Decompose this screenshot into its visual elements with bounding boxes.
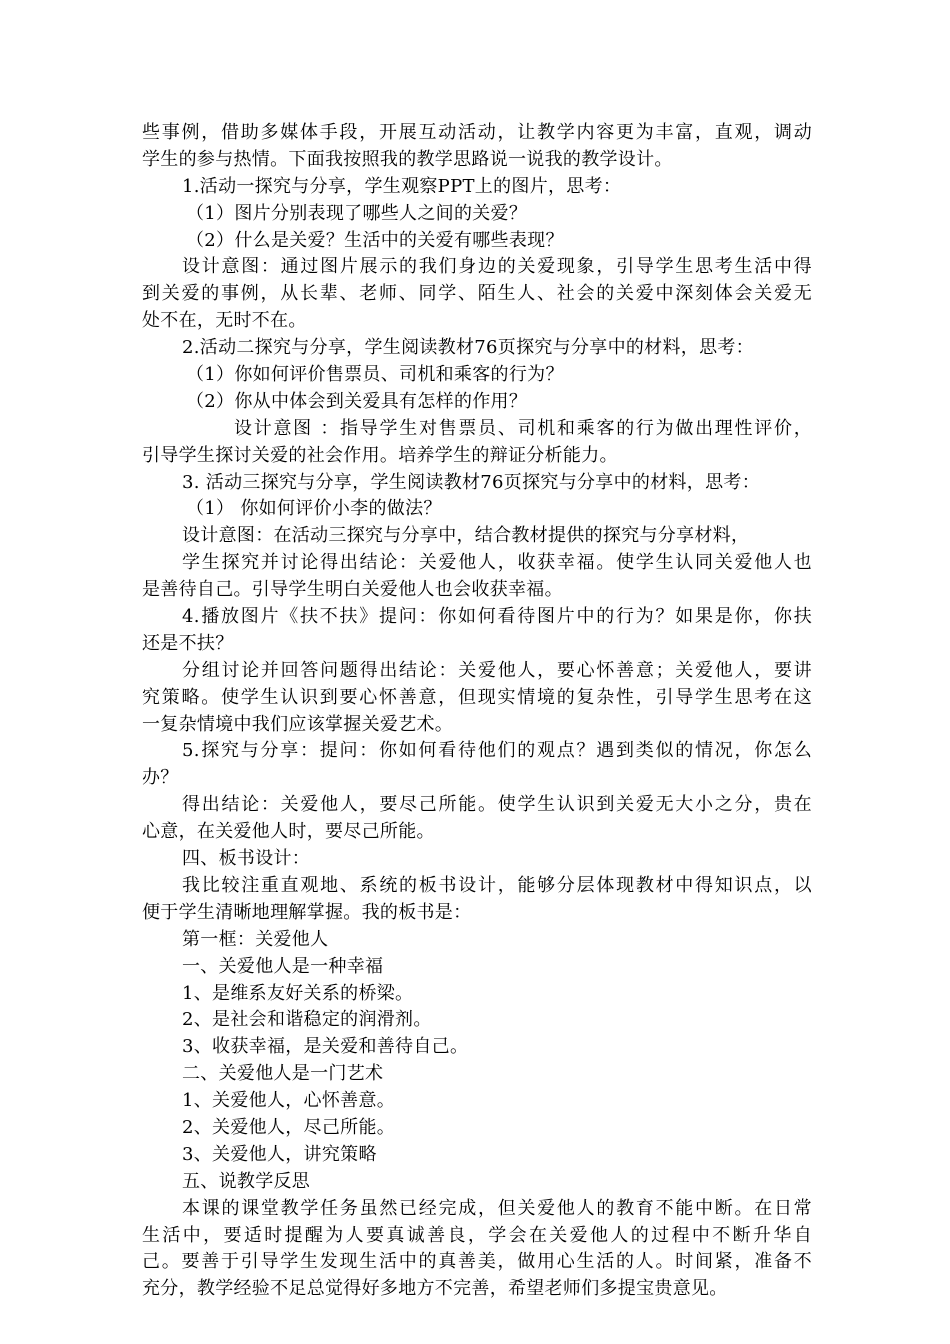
text-line: 是善待自己。引导学生明白关爱他人也会收获幸福。: [142, 579, 563, 601]
text-line: 我比较注重直观地、系统的板书设计，能够分层体现教材中得知识点，以: [182, 874, 812, 896]
text-line: （1） 你如何评价小李的做法？: [186, 498, 442, 520]
text-line: （2）你从中体会到关爱具有怎样的作用？: [186, 390, 528, 412]
board-item: 2、是社会和谐稳定的润滑剂。: [182, 1009, 432, 1031]
board-item: 3、关爱他人，讲究策略: [182, 1143, 377, 1165]
text-line: 学生的参与热情。下面我按照我的教学思路说一说我的教学设计。: [142, 148, 673, 170]
text-line: 生活中，要适时提醒为人要真诚善良，学会在关爱他人的过程中不断升华自: [142, 1224, 812, 1246]
text-line: 本课的课堂教学任务虽然已经完成，但关爱他人的教育不能中断。在日常: [182, 1197, 812, 1219]
board-item: 2、关爱他人，尽己所能。: [182, 1116, 396, 1138]
text-line: 3. 活动三探究与分享，学生阅读教材76页探究与分享中的材料，思考：: [182, 471, 760, 493]
text-line: 一复杂情境中我们应该掌握关爱艺术。: [142, 713, 454, 735]
board-item: 3、收获幸福，是关爱和善待自己。: [182, 1036, 469, 1058]
board-title: 第一框：关爱他人: [182, 928, 329, 950]
text-line: 引导学生探讨关爱的社会作用。培养学生的辩证分析能力。: [142, 444, 618, 466]
section-heading: 五、说教学反思: [182, 1170, 311, 1192]
text-line: 办？: [142, 767, 179, 789]
text-line: （1）图片分别表现了哪些人之间的关爱？: [186, 202, 528, 224]
text-line: 己。要善于引导学生发现生活中的真善美，做用心生活的人。时间紧，准备不: [142, 1251, 812, 1273]
text-line: 处不在，无时不在。: [142, 310, 307, 332]
text-line: 设计意图：通过图片展示的我们身边的关爱现象，引导学生思考生活中得: [182, 256, 812, 278]
text-line: 设计意图：在活动三探究与分享中，结合教材提供的探究与分享材料，: [182, 525, 750, 547]
text-line: 学生探究并讨论得出结论：关爱他人，收获幸福。使学生认同关爱他人也: [182, 552, 812, 574]
text-line: 1.活动一探究与分享，学生观察PPT上的图片，思考：: [182, 175, 622, 197]
text-line: 得出结论：关爱他人，要尽己所能。使学生认识到关爱无大小之分，贵在: [182, 794, 812, 816]
text-line: 到关爱的事例，从长辈、老师、同学、陌生人、社会的关爱中深刻体会关爱无: [142, 283, 812, 305]
text-line: 分组讨论并回答问题得出结论：关爱他人，要心怀善意；关爱他人，要讲: [182, 659, 812, 681]
board-item: 二、关爱他人是一门艺术: [182, 1063, 384, 1085]
section-heading: 四、板书设计：: [182, 848, 311, 870]
text-line: 还是不扶？: [142, 632, 234, 654]
text-line: （2）什么是关爱？生活中的关爱有哪些表现？: [186, 229, 564, 251]
board-item: 一、关爱他人是一种幸福: [182, 955, 384, 977]
text-line: 充分，教学经验不足总觉得好多地方不完善，希望老师们多提宝贵意见。: [142, 1278, 728, 1300]
text-line: 设计意图 ：指导学生对售票员、司机和乘客的行为做出理性评价，: [234, 417, 812, 439]
text-line: 4.播放图片《扶不扶》提问：你如何看待图片中的行为？如果是你，你扶: [182, 606, 812, 628]
text-line: （1）你如何评价售票员、司机和乘客的行为？: [186, 364, 564, 386]
text-line: 究策略。使学生认识到要心怀善意，但现实情境的复杂性，引导学生思考在这: [142, 686, 812, 708]
text-line: 心意，在关爱他人时，要尽己所能。: [142, 821, 435, 843]
text-line: 2.活动二探究与分享，学生阅读教材76页探究与分享中的材料，思考：: [182, 337, 754, 359]
text-line: 些事例，借助多媒体手段，开展互动活动，让教学内容更为丰富，直观，调动: [142, 122, 812, 143]
board-item: 1、关爱他人，心怀善意。: [182, 1090, 396, 1112]
body-text: [142, 120, 812, 1303]
board-item: 1、是维系友好关系的桥梁。: [182, 982, 414, 1004]
text-line: 便于学生清晰地理解掌握。我的板书是：: [142, 901, 472, 923]
text-line: 5.探究与分享：提问：你如何看待他们的观点？遇到类似的情况，你怎么: [182, 740, 812, 762]
